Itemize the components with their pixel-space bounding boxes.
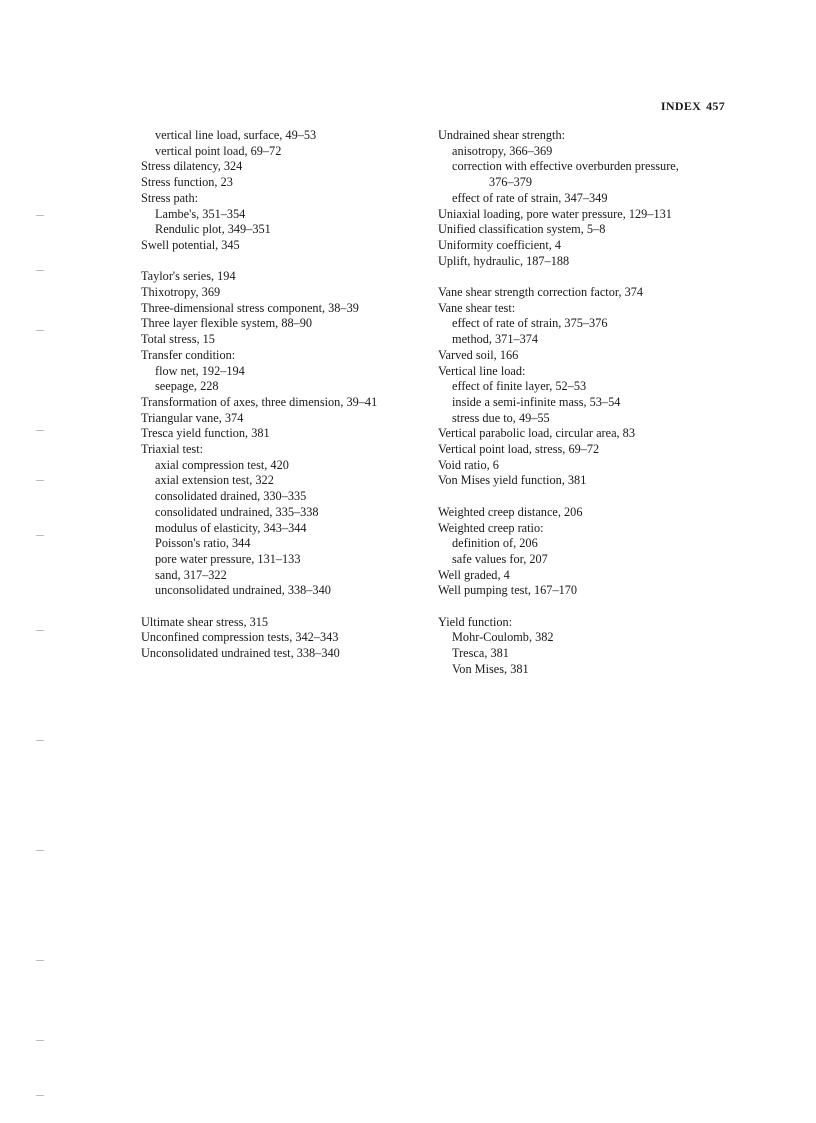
index-entry: Triangular vane, 374 — [141, 410, 244, 425]
entry-group-gap — [438, 269, 738, 285]
index-entry: Swell potential, 345 — [141, 237, 240, 252]
index-entry: Stress dilatency, 324 — [141, 159, 243, 174]
index-entry: Tresca yield function, 381 — [141, 426, 270, 441]
index-entry: Yield function: — [438, 614, 513, 629]
index-subentry: inside a semi-infinite mass, 53–54 — [452, 394, 621, 409]
index-entry: Uplift, hydraulic, 187–188 — [438, 253, 570, 268]
index-entry: Well graded, 4 — [438, 567, 510, 582]
index-subentry: Tresca, 381 — [452, 646, 509, 661]
margin-mark — [36, 430, 44, 431]
index-entry: Uniformity coefficient, 4 — [438, 237, 562, 252]
running-head-label: INDEX — [660, 99, 702, 113]
margin-mark — [36, 630, 44, 631]
index-entry: Undrained shear strength: — [438, 128, 566, 142]
index-entry: Three-dimensional stress component, 38–39 — [141, 300, 359, 315]
index-entry: Triaxial test: — [141, 442, 204, 457]
margin-mark — [36, 850, 44, 851]
margin-mark — [36, 215, 44, 216]
index-subentry: method, 371–374 — [452, 332, 539, 347]
index-entry: Weighted creep distance, 206 — [438, 504, 583, 519]
index-subentry: axial extension test, 322 — [155, 473, 274, 488]
index-entry: Vertical line load: — [438, 363, 526, 378]
index-subentry: correction with effective overburden pressure, — [452, 159, 679, 174]
index-subentry: Mohr-Coulomb, 382 — [452, 630, 554, 645]
index-subentry: seepage, 228 — [155, 379, 219, 394]
index-subentry: effect of rate of strain, 347–349 — [452, 190, 608, 205]
index-subentry: definition of, 206 — [452, 536, 538, 551]
index-entry: Unconsolidated undrained test, 338–340 — [141, 646, 340, 661]
margin-mark — [36, 480, 44, 481]
index-subentry: effect of rate of strain, 375–376 — [452, 316, 608, 331]
running-head — [661, 99, 725, 114]
index-subentry: anisotropy, 366–369 — [452, 143, 553, 158]
margin-mark — [36, 1095, 44, 1096]
index-entry: Vertical parabolic load, circular area, 83 — [438, 426, 635, 441]
index-entry: Stress path: — [141, 190, 199, 205]
index-entry: Vane shear test: — [438, 300, 516, 315]
index-entry: Transformation of axes, three dimension, 39–41 — [141, 394, 378, 409]
index-entry: Von Mises yield function, 381 — [438, 473, 587, 488]
index-entry: Unified classification system, 5–8 — [438, 222, 606, 237]
margin-mark — [36, 960, 44, 961]
index-subentry: unconsolidated undrained, 338–340 — [155, 583, 331, 598]
index-subentry: vertical line load, surface, 49–53 — [155, 128, 317, 142]
entry-group-gap — [438, 599, 738, 615]
index-subentry: consolidated drained, 330–335 — [155, 489, 307, 504]
index-entry: Stress function, 23 — [141, 175, 233, 190]
entry-group-gap — [141, 599, 416, 615]
index-subentry: modulus of elasticity, 343–344 — [155, 520, 307, 535]
index-entry: Weighted creep ratio: — [438, 520, 544, 535]
margin-mark — [36, 330, 44, 331]
index-subentry: stress due to, 49–55 — [452, 410, 550, 425]
index-entry: Transfer condition: — [141, 347, 236, 362]
index-entry: Vertical point load, stress, 69–72 — [438, 442, 600, 457]
index-entry: Well pumping test, 167–170 — [438, 583, 578, 598]
index-subentry: axial compression test, 420 — [155, 457, 289, 472]
page-number: 457 — [706, 99, 725, 113]
index-subentry: pore water pressure, 131–133 — [155, 551, 301, 566]
index-entry: Void ratio, 6 — [438, 457, 499, 472]
index-subentry: vertical point load, 69–72 — [155, 143, 282, 158]
index-entry: Taylor's series, 194 — [141, 269, 236, 284]
index-subentry: effect of finite layer, 52–53 — [452, 379, 587, 394]
index-column-left — [141, 128, 416, 662]
index-entry: Varved soil, 166 — [438, 347, 519, 362]
index-column-right — [438, 128, 738, 678]
margin-mark — [36, 270, 44, 271]
index-subentry: Von Mises, 381 — [452, 661, 529, 676]
index-subentry: Rendulic plot, 349–351 — [155, 222, 271, 237]
index-subentry: consolidated undrained, 335–338 — [155, 504, 319, 519]
index-entry: Three layer flexible system, 88–90 — [141, 316, 313, 331]
index-entry: Thixotropy, 369 — [141, 285, 221, 300]
index-entry: Total stress, 15 — [141, 332, 215, 347]
entry-group-gap — [438, 489, 738, 505]
index-subentry: 376–379 — [489, 175, 533, 190]
margin-mark — [36, 740, 44, 741]
margin-mark — [36, 535, 44, 536]
index-subentry: Lambe's, 351–354 — [155, 206, 246, 221]
index-subentry: Poisson's ratio, 344 — [155, 536, 251, 551]
index-entry: Vane shear strength correction factor, 374 — [438, 285, 644, 300]
margin-mark — [36, 1040, 44, 1041]
index-entry: Unconfined compression tests, 342–343 — [141, 630, 339, 645]
index-subentry: safe values for, 207 — [452, 551, 548, 566]
index-entry: Ultimate shear stress, 315 — [141, 614, 269, 629]
entry-group-gap — [141, 254, 416, 270]
index-subentry: sand, 317–322 — [155, 567, 227, 582]
index-entry: Uniaxial loading, pore water pressure, 129–131 — [438, 206, 672, 221]
index-subentry: flow net, 192–194 — [155, 363, 245, 378]
